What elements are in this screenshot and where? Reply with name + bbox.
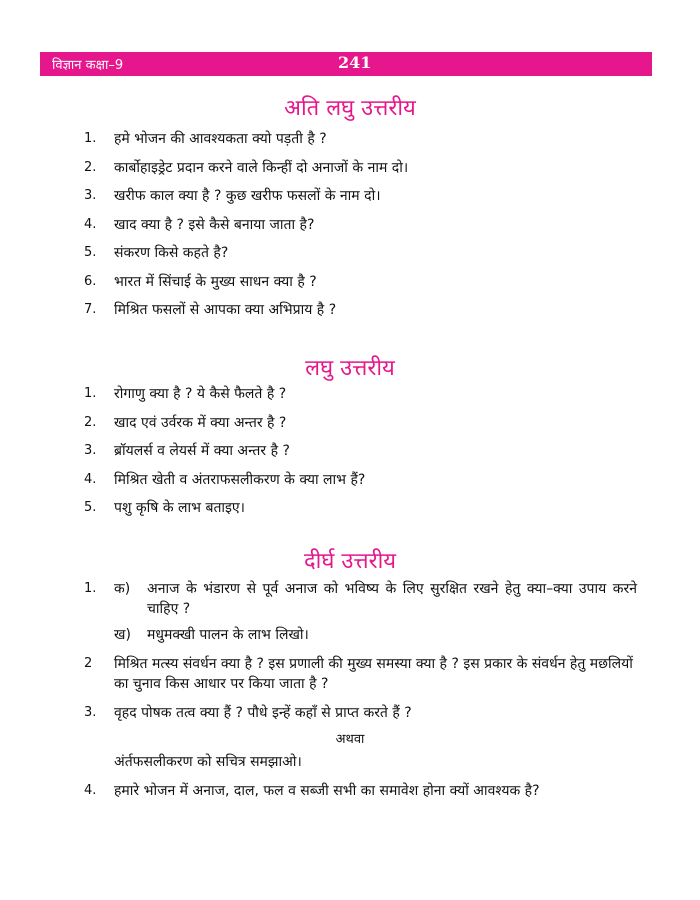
question-text: हमारे भोजन में अनाज, दाल, फल व सब्जी सभी का समावेश होना क्यों आवश्यक है? [114, 783, 540, 799]
question-text: मिश्रित फसलों से आपका क्या अभिप्राय है ? [114, 302, 337, 318]
question-text: मधुमक्खी पालन के लाभ लिखो। [147, 627, 309, 643]
question-number: 6. [84, 273, 97, 289]
question-number: 3. [84, 188, 97, 203]
question-number: 1. [84, 386, 97, 401]
question-text: मिश्रित खेती व अंतराफसलीकरण के क्या लाभ हैं? [114, 471, 366, 488]
question-number: 4. [84, 471, 97, 487]
sub-label-b: ख) [114, 627, 131, 643]
question-text: कार्बोहाइड्रेट प्रदान करने वाले किन्हीं दो अनाजों के नाम दो। [114, 159, 409, 176]
question-number: 4. [84, 216, 97, 232]
question-number: 1. [84, 131, 97, 146]
question-text: अनाज के भंडारण से पूर्व अनाज को भविष्य के लिए सुरक्षित रखने हेतु क्या–क्या उपाय करने चाहिए ? [147, 581, 637, 617]
question-text: खाद क्या है ? इसे कैसे बनाया जाता है? [114, 216, 315, 233]
long-question-1 [84, 579, 644, 623]
question-number: 3. [84, 705, 97, 720]
section-title-very-short: अति लघु उत्तरीय [284, 96, 416, 121]
sub-label-a: क) [114, 581, 131, 597]
question-number: 5. [84, 245, 97, 260]
long-question-2 [84, 654, 644, 698]
section-title-long: दीर्घ उत्तरीय [303, 549, 397, 574]
or-separator: अथवा [335, 732, 365, 747]
question-text: पशु कृषि के लाभ बताइए। [114, 500, 245, 516]
question-number: 3. [84, 443, 97, 458]
question-text: हमे भोजन की आवश्यकता क्यो पड़ती है ? [114, 131, 327, 147]
question-text: ब्रॉयलर्स व लेयर्स में क्या अन्तर है ? [114, 443, 290, 459]
page-number: 241 [338, 53, 372, 72]
page-header [40, 52, 652, 76]
question-number: 2 [84, 656, 93, 671]
question-text: मिश्रित मत्स्य संवर्धन क्या है ? इस प्रणाली की मुख्य समस्या क्या है ? इस प्रकार के संवर्धन हेतु मछलियों का चुनाव किस आधार पर किया जाता है ? [114, 656, 633, 692]
question-text: संकरण किसे कहते है? [114, 245, 229, 261]
question-number: 5. [84, 500, 97, 515]
question-text: भारत में सिंचाई के मुख्य साधन क्या है ? [114, 273, 317, 290]
subject-label: विज्ञान कक्षा–9 [52, 58, 124, 73]
question-number: 7. [84, 302, 97, 317]
question-text: वृहद पोषक तत्व क्या हैं ? पौधे इन्हें कहाँ से प्राप्त करते हैं ? [114, 705, 412, 721]
question-number: 2. [84, 414, 97, 430]
question-number: 4. [84, 783, 97, 798]
question-text: खरीफ काल क्या है ? कुछ खरीफ फसलों के नाम दो। [114, 188, 381, 204]
section-title-short: लघु उत्तरीय [305, 356, 395, 381]
question-text: अंर्तफसलीकरण को सचित्र समझाओ। [114, 754, 302, 770]
question-text: खाद एवं उर्वरक में क्या अन्तर है ? [114, 414, 287, 431]
question-text: रोगाणु क्या है ? ये कैसे फैलते है ? [114, 386, 287, 402]
question-number: 1. [84, 581, 97, 596]
question-number: 2. [84, 159, 97, 175]
